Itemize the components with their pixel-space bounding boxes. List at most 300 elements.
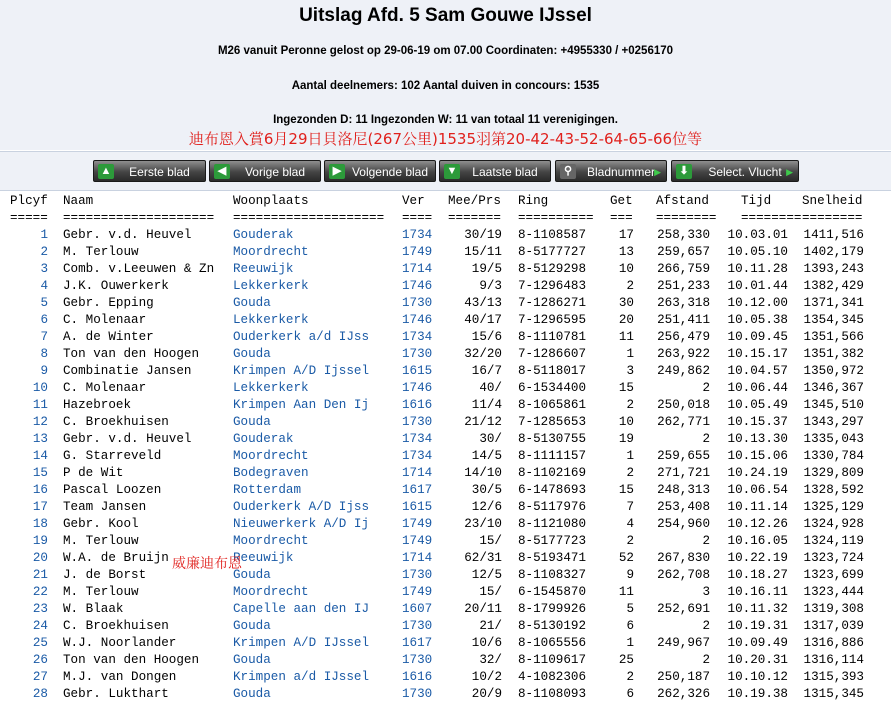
cell-ring: 7-1296483 [518, 279, 587, 293]
cell-afstand: 254,960 [657, 517, 710, 531]
cell-tijd: 10.05.38 [727, 313, 788, 327]
select-flight-button[interactable] [671, 160, 799, 182]
cell-snelheid: 1328,592 [803, 483, 864, 497]
separator: ===== [10, 211, 48, 225]
cell-ring: 6-1478693 [518, 483, 587, 497]
cell-ver[interactable]: 1617 [402, 636, 433, 650]
cell-naam: Gebr. v.d. Heuvel [63, 228, 192, 242]
cell-naam: Gebr. Lukthart [63, 687, 169, 701]
first-page-button[interactable] [93, 160, 206, 182]
cell-woonplaats[interactable]: Moordrecht [233, 245, 309, 259]
cell-get: 2 [626, 466, 634, 480]
cell-meeprs: 16/7 [471, 364, 502, 378]
cell-meeprs: 21/12 [464, 415, 502, 429]
cell-naam: Pascal Loozen [63, 483, 162, 497]
cell-ver[interactable]: 1749 [402, 534, 433, 548]
cell-afstand: 2 [702, 432, 710, 446]
first-page-label: Eerste blad [129, 165, 190, 179]
cell-get: 10 [618, 415, 634, 429]
cell-naam: C. Molenaar [63, 313, 147, 327]
cell-woonplaats[interactable]: Lekkerkerk [233, 381, 309, 395]
cell-afstand: 251,233 [657, 279, 710, 293]
cell-woonplaats[interactable]: Bodegraven [233, 466, 309, 480]
cell-plcyf[interactable]: 9 [40, 364, 48, 378]
arrow-down-icon: ▼ [444, 164, 460, 179]
cell-ring: 8-1065861 [518, 398, 587, 412]
cell-plcyf[interactable]: 10 [32, 381, 48, 395]
cell-ver[interactable]: 1615 [402, 500, 433, 514]
cell-ver[interactable]: 1734 [402, 330, 433, 344]
cell-ring: 8-5193471 [518, 551, 587, 565]
cell-tijd: 10.19.31 [727, 619, 788, 633]
cell-tijd: 10.06.44 [727, 381, 788, 395]
cell-tijd: 10.04.57 [727, 364, 788, 378]
cell-afstand: 259,655 [657, 449, 710, 463]
cell-meeprs: 43/13 [464, 296, 502, 310]
cell-ver[interactable]: 1746 [402, 313, 433, 327]
cell-ring: 8-1108093 [518, 687, 587, 701]
cell-plcyf[interactable]: 21 [32, 568, 48, 582]
participants-info: Aantal deelnemers: 102 Aantal duiven in concours: 1535 [291, 80, 600, 92]
cell-plcyf[interactable]: 28 [32, 687, 48, 701]
release-info: M26 vanuit Peronne gelost op 29-06-19 om 07.00 Coordinaten: +4955330 / +0256170 [217, 45, 674, 57]
cell-afstand: 250,018 [657, 398, 710, 412]
cell-naam: P de Wit [63, 466, 124, 480]
cell-snelheid: 1371,341 [803, 296, 864, 310]
cell-meeprs: 15/ [479, 534, 502, 548]
cell-tijd: 10.01.44 [727, 279, 788, 293]
cell-afstand: 256,479 [657, 330, 710, 344]
cell-woonplaats[interactable]: Krimpen A/D Ijssel [233, 364, 370, 378]
cell-snelheid: 1323,699 [803, 568, 864, 582]
cell-naam: M. Terlouw [63, 585, 139, 599]
cell-naam: Gebr. Kool [63, 517, 139, 531]
cell-naam: C. Molenaar [63, 381, 147, 395]
cell-get: 17 [618, 228, 634, 242]
cell-plcyf[interactable]: 16 [32, 483, 48, 497]
cell-tijd: 10.15.37 [727, 415, 788, 429]
cell-afstand: 266,759 [657, 262, 710, 276]
cell-afstand: 259,657 [657, 245, 710, 259]
cell-ring: 8-1799926 [518, 602, 587, 616]
cell-tijd: 10.09.49 [727, 636, 788, 650]
cell-ring: 8-1110781 [518, 330, 587, 344]
cell-naam: Comb. v.Leeuwen & Zn [63, 262, 215, 276]
cell-ver[interactable]: 1730 [402, 347, 433, 361]
cell-meeprs: 20/9 [471, 687, 502, 701]
cell-naam: Gebr. v.d. Heuvel [63, 432, 192, 446]
cell-snelheid: 1411,516 [803, 228, 864, 242]
cell-naam: M.J. van Dongen [63, 670, 177, 684]
cell-afstand: 267,830 [657, 551, 710, 565]
cell-tijd: 10.13.30 [727, 432, 788, 446]
cell-afstand: 248,313 [657, 483, 710, 497]
cell-afstand: 250,187 [657, 670, 710, 684]
clubs-info: Ingezonden D: 11 Ingezonden W: 11 van totaal 11 verenigingen. [273, 114, 618, 126]
cell-woonplaats[interactable]: Rotterdam [233, 483, 302, 497]
cell-get: 2 [626, 534, 634, 548]
cell-tijd: 10.11.28 [727, 262, 788, 276]
cell-ver[interactable]: 1730 [402, 296, 433, 310]
cell-get: 7 [626, 500, 634, 514]
cell-woonplaats[interactable]: Gouda [233, 619, 271, 633]
cell-meeprs: 12/5 [471, 568, 502, 582]
cell-woonplaats[interactable]: Gouderak [233, 228, 294, 242]
cell-afstand: 3 [702, 585, 710, 599]
cell-woonplaats[interactable]: Moordrecht [233, 534, 309, 548]
cell-ring: 6-1534400 [518, 381, 587, 395]
cell-ring: 8-1108587 [518, 228, 587, 242]
cell-get: 2 [626, 279, 634, 293]
cell-afstand: 2 [702, 381, 710, 395]
cell-meeprs: 14/10 [464, 466, 502, 480]
cell-ver[interactable]: 1730 [402, 619, 433, 633]
cell-woonplaats[interactable]: Moordrecht [233, 585, 309, 599]
cell-naam: W.J. Noorlander [63, 636, 177, 650]
cell-snelheid: 1335,043 [803, 432, 864, 446]
cell-plcyf[interactable]: 25 [32, 636, 48, 650]
cell-woonplaats[interactable]: Moordrecht [233, 449, 309, 463]
cell-plcyf[interactable]: 13 [32, 432, 48, 446]
cell-plcyf[interactable]: 5 [40, 296, 48, 310]
cell-naam: M. Terlouw [63, 245, 139, 259]
cell-plcyf[interactable]: 17 [32, 500, 48, 514]
col-header-get: Get [610, 194, 633, 208]
separator: === [610, 211, 633, 225]
col-header-plcyf: Plcyf [10, 194, 48, 208]
cell-get: 1 [626, 347, 634, 361]
cell-meeprs: 40/ [479, 381, 502, 395]
cell-ver[interactable]: 1730 [402, 687, 433, 701]
cell-ring: 8-5118017 [518, 364, 587, 378]
cell-ver[interactable]: 1730 [402, 415, 433, 429]
cell-ring: 8-5130192 [518, 619, 587, 633]
cell-afstand: 271,721 [657, 466, 710, 480]
cell-naam: W. Blaak [63, 602, 124, 616]
cell-woonplaats[interactable]: Reeuwijk [233, 262, 294, 276]
cell-plcyf[interactable]: 2 [40, 245, 48, 259]
cell-plcyf[interactable]: 12 [32, 415, 48, 429]
cell-ring: 4-1082306 [518, 670, 587, 684]
col-header-meeprs: Mee/Prs [448, 194, 501, 208]
cell-plcyf[interactable]: 1 [40, 228, 48, 242]
last-page-label: Laatste blad [472, 165, 538, 179]
cell-snelheid: 1315,345 [803, 687, 864, 701]
cell-meeprs: 32/20 [464, 347, 502, 361]
cell-meeprs: 15/ [479, 585, 502, 599]
separator: ======= [448, 211, 501, 225]
cell-plcyf[interactable]: 3 [40, 262, 48, 276]
cell-ver[interactable]: 1746 [402, 381, 433, 395]
cell-tijd: 10.12.00 [727, 296, 788, 310]
cell-plcyf[interactable]: 20 [32, 551, 48, 565]
cell-afstand: 253,408 [657, 500, 710, 514]
table-separator-row [10, 211, 863, 228]
cell-ver[interactable]: 1749 [402, 585, 433, 599]
cell-naam: A. de Winter [63, 330, 154, 344]
cell-meeprs: 15/6 [471, 330, 502, 344]
cell-afstand: 263,318 [657, 296, 710, 310]
cell-woonplaats[interactable]: Krimpen A/D IJssel [233, 636, 370, 650]
page-number-button[interactable] [555, 160, 667, 182]
cell-woonplaats[interactable]: Lekkerkerk [233, 279, 309, 293]
cell-plcyf[interactable]: 11 [32, 398, 48, 412]
cell-woonplaats[interactable]: Gouda [233, 687, 271, 701]
col-header-tijd: Tijd [741, 194, 772, 208]
cell-naam: J.K. Ouwerkerk [63, 279, 169, 293]
cell-naam: Ton van den Hoogen [63, 347, 200, 361]
cell-tijd: 10.05.10 [727, 245, 788, 259]
cell-naam: G. Starreveld [63, 449, 162, 463]
cell-get: 6 [626, 687, 634, 701]
cell-plcyf[interactable]: 6 [40, 313, 48, 327]
cell-meeprs: 9/3 [479, 279, 502, 293]
cell-ring: 8-1065556 [518, 636, 587, 650]
cell-woonplaats[interactable]: Nieuwerkerk A/D Ij [233, 517, 370, 531]
cell-meeprs: 15/11 [464, 245, 502, 259]
cell-ver[interactable]: 1749 [402, 245, 433, 259]
cell-ver[interactable]: 1734 [402, 432, 433, 446]
cell-ring: 8-5129298 [518, 262, 587, 276]
cell-snelheid: 1325,129 [803, 500, 864, 514]
cell-ring: 8-5177727 [518, 245, 587, 259]
cell-snelheid: 1351,566 [803, 330, 864, 344]
next-page-label: Volgende blad [351, 165, 429, 179]
cell-ring: 8-1121080 [518, 517, 587, 531]
separator: ==== [402, 211, 433, 225]
cell-woonplaats[interactable]: Lekkerkerk [233, 313, 309, 327]
cell-tijd: 10.11.32 [727, 602, 788, 616]
cell-naam: W.A. de Bruijn [63, 551, 169, 565]
cell-tijd: 10.06.54 [727, 483, 788, 497]
cell-snelheid: 1316,114 [803, 653, 864, 667]
separator: ======== [802, 211, 863, 225]
cell-afstand: 252,691 [657, 602, 710, 616]
cell-snelheid: 1343,297 [803, 415, 864, 429]
cell-meeprs: 62/31 [464, 551, 502, 565]
cell-snelheid: 1316,886 [803, 636, 864, 650]
cell-get: 1 [626, 636, 634, 650]
cell-snelheid: 1345,510 [803, 398, 864, 412]
cell-get: 20 [618, 313, 634, 327]
cell-woonplaats[interactable]: Gouderak [233, 432, 294, 446]
cell-plcyf[interactable]: 27 [32, 670, 48, 684]
col-header-ring: Ring [518, 194, 549, 208]
dropdown-arrow-icon: ▶ [786, 167, 793, 177]
cell-woonplaats[interactable]: Gouda [233, 568, 271, 582]
page-number-label: Bladnummer [586, 165, 656, 179]
cell-plcyf[interactable]: 18 [32, 517, 48, 531]
cell-afstand: 2 [702, 653, 710, 667]
cell-meeprs: 10/6 [471, 636, 502, 650]
col-header-woonplaats: Woonplaats [233, 194, 309, 208]
cell-get: 10 [618, 262, 634, 276]
cell-meeprs: 12/6 [471, 500, 502, 514]
cell-meeprs: 30/5 [471, 483, 502, 497]
cell-snelheid: 1319,308 [803, 602, 864, 616]
cell-naam: M. Terlouw [63, 534, 139, 548]
cell-get: 52 [618, 551, 634, 565]
select-flight-label: Select. Vlucht [708, 165, 782, 179]
cell-snelheid: 1350,972 [803, 364, 864, 378]
cell-snelheid: 1382,429 [803, 279, 864, 293]
cell-ring: 8-1109617 [518, 653, 587, 667]
header [0, 0, 891, 150]
cell-tijd: 10.15.06 [727, 449, 788, 463]
cell-tijd: 10.05.49 [727, 398, 788, 412]
cell-naam: Ton van den Hoogen [63, 653, 200, 667]
next-page-button[interactable] [324, 160, 436, 182]
cell-snelheid: 1330,784 [803, 449, 864, 463]
arrow-left-icon: ◀ [214, 164, 230, 179]
cell-ring: 7-1286607 [518, 347, 587, 361]
cell-tijd: 10.16.11 [727, 585, 788, 599]
cell-afstand: 251,411 [657, 313, 710, 327]
cell-afstand: 262,771 [657, 415, 710, 429]
cell-snelheid: 1402,179 [803, 245, 864, 259]
cell-ring: 8-5130755 [518, 432, 587, 446]
cell-snelheid: 1346,367 [803, 381, 864, 395]
cell-plcyf[interactable]: 24 [32, 619, 48, 633]
cell-plcyf[interactable]: 14 [32, 449, 48, 463]
cell-naam: Hazebroek [63, 398, 132, 412]
cell-snelheid: 1324,928 [803, 517, 864, 531]
cell-get: 9 [626, 568, 634, 582]
cell-plcyf[interactable]: 22 [32, 585, 48, 599]
cell-ver[interactable]: 1734 [402, 449, 433, 463]
cell-naam: C. Broekhuisen [63, 619, 169, 633]
cell-meeprs: 11/4 [471, 398, 502, 412]
cell-naam: Combinatie Jansen [63, 364, 192, 378]
cell-get: 13 [618, 245, 634, 259]
cell-get: 19 [618, 432, 634, 446]
cell-woonplaats[interactable]: Krimpen Aan Den Ij [233, 398, 370, 412]
cell-ring: 8-1111157 [518, 449, 587, 463]
table-header-row [10, 194, 863, 211]
dropdown-arrow-icon: ▶ [654, 167, 661, 177]
cell-ver[interactable]: 1616 [402, 398, 433, 412]
overlay-caption: 威廉迪布恩 [172, 556, 242, 572]
previous-page-label: Vorige blad [244, 165, 306, 179]
cell-ver[interactable]: 1714 [402, 262, 433, 276]
cell-meeprs: 19/5 [471, 262, 502, 276]
cell-tijd: 10.16.05 [727, 534, 788, 548]
cell-naam: Gebr. Epping [63, 296, 154, 310]
separator: ======== [741, 211, 802, 225]
cell-ver[interactable]: 1714 [402, 551, 433, 565]
cell-ver[interactable]: 1749 [402, 517, 433, 531]
cell-get: 25 [618, 653, 634, 667]
cell-snelheid: 1354,345 [803, 313, 864, 327]
cell-ver[interactable]: 1714 [402, 466, 433, 480]
cell-ver[interactable]: 1616 [402, 670, 433, 684]
cell-ver[interactable]: 1746 [402, 279, 433, 293]
cell-snelheid: 1317,039 [803, 619, 864, 633]
cell-meeprs: 14/5 [471, 449, 502, 463]
cell-ring: 7-1286271 [518, 296, 587, 310]
cell-woonplaats[interactable]: Gouda [233, 653, 271, 667]
cell-ring: 8-1108327 [518, 568, 587, 582]
chinese-caption: 迪布恩入賞6月29日貝洛尼(267公里)1535羽第20-42-43-52-64-65-66位等 [188, 130, 703, 148]
cell-naam: J. de Borst [63, 568, 147, 582]
arrow-right-icon: ▶ [329, 164, 345, 179]
cell-afstand: 262,708 [657, 568, 710, 582]
previous-page-button[interactable] [209, 160, 321, 182]
cell-plcyf[interactable]: 4 [40, 279, 48, 293]
cell-snelheid: 1351,382 [803, 347, 864, 361]
cell-woonplaats[interactable]: Reeuwijk [233, 551, 294, 565]
cell-meeprs: 23/10 [464, 517, 502, 531]
cell-ring: 7-1285653 [518, 415, 587, 429]
cell-woonplaats[interactable]: Ouderkerk A/D Ijss [233, 500, 370, 514]
col-header-snelheid: Snelheid [802, 194, 863, 208]
cell-snelheid: 1324,119 [803, 534, 864, 548]
cell-ver[interactable]: 1730 [402, 568, 433, 582]
cell-ver[interactable]: 1730 [402, 653, 433, 667]
cell-tijd: 10.24.19 [727, 466, 788, 480]
cell-get: 5 [626, 602, 634, 616]
cell-ring: 7-1296595 [518, 313, 587, 327]
nav-bar [0, 152, 891, 190]
cell-plcyf[interactable]: 7 [40, 330, 48, 344]
cell-woonplaats[interactable]: Capelle aan den IJ [233, 602, 370, 616]
arrow-up-icon: ▲ [98, 164, 114, 179]
cell-woonplaats[interactable]: Krimpen a/d IJssel [233, 670, 370, 684]
cell-get: 1 [626, 449, 634, 463]
cell-tijd: 10.10.12 [727, 670, 788, 684]
cell-plcyf[interactable]: 26 [32, 653, 48, 667]
col-header-naam: Naam [63, 194, 94, 208]
page-title: Uitslag Afd. 5 Sam Gouwe IJssel [299, 5, 592, 26]
cell-get: 11 [618, 330, 634, 344]
cell-tijd: 10.19.38 [727, 687, 788, 701]
cell-plcyf[interactable]: 15 [32, 466, 48, 480]
cell-tijd: 10.22.19 [727, 551, 788, 565]
cell-ver[interactable]: 1607 [402, 602, 433, 616]
separator: ======== [656, 211, 717, 225]
cell-ver[interactable]: 1617 [402, 483, 433, 497]
cell-get: 15 [618, 483, 634, 497]
cell-tijd: 10.11.14 [727, 500, 788, 514]
cell-get: 30 [618, 296, 634, 310]
cell-plcyf[interactable]: 19 [32, 534, 48, 548]
cell-ver[interactable]: 1615 [402, 364, 433, 378]
download-icon: ⬇ [676, 164, 692, 179]
cell-get: 2 [626, 670, 634, 684]
cell-afstand: 249,862 [657, 364, 710, 378]
last-page-button[interactable] [439, 160, 551, 182]
cell-afstand: 263,922 [657, 347, 710, 361]
cell-woonplaats[interactable]: Gouda [233, 347, 271, 361]
cell-tijd: 10.03.01 [727, 228, 788, 242]
cell-ver[interactable]: 1734 [402, 228, 433, 242]
cell-snelheid: 1315,393 [803, 670, 864, 684]
cell-tijd: 10.15.17 [727, 347, 788, 361]
cell-woonplaats[interactable]: Ouderkerk a/d IJss [233, 330, 370, 344]
cell-woonplaats[interactable]: Gouda [233, 415, 271, 429]
cell-naam: Team Jansen [63, 500, 147, 514]
cell-afstand: 258,330 [657, 228, 710, 242]
cell-get: 4 [626, 517, 634, 531]
cell-ring: 6-1545870 [518, 585, 587, 599]
cell-ring: 8-5117976 [518, 500, 587, 514]
cell-plcyf[interactable]: 23 [32, 602, 48, 616]
cell-woonplaats[interactable]: Gouda [233, 296, 271, 310]
cell-plcyf[interactable]: 8 [40, 347, 48, 361]
cell-meeprs: 10/2 [471, 670, 502, 684]
cell-snelheid: 1323,724 [803, 551, 864, 565]
cell-snelheid: 1329,809 [803, 466, 864, 480]
